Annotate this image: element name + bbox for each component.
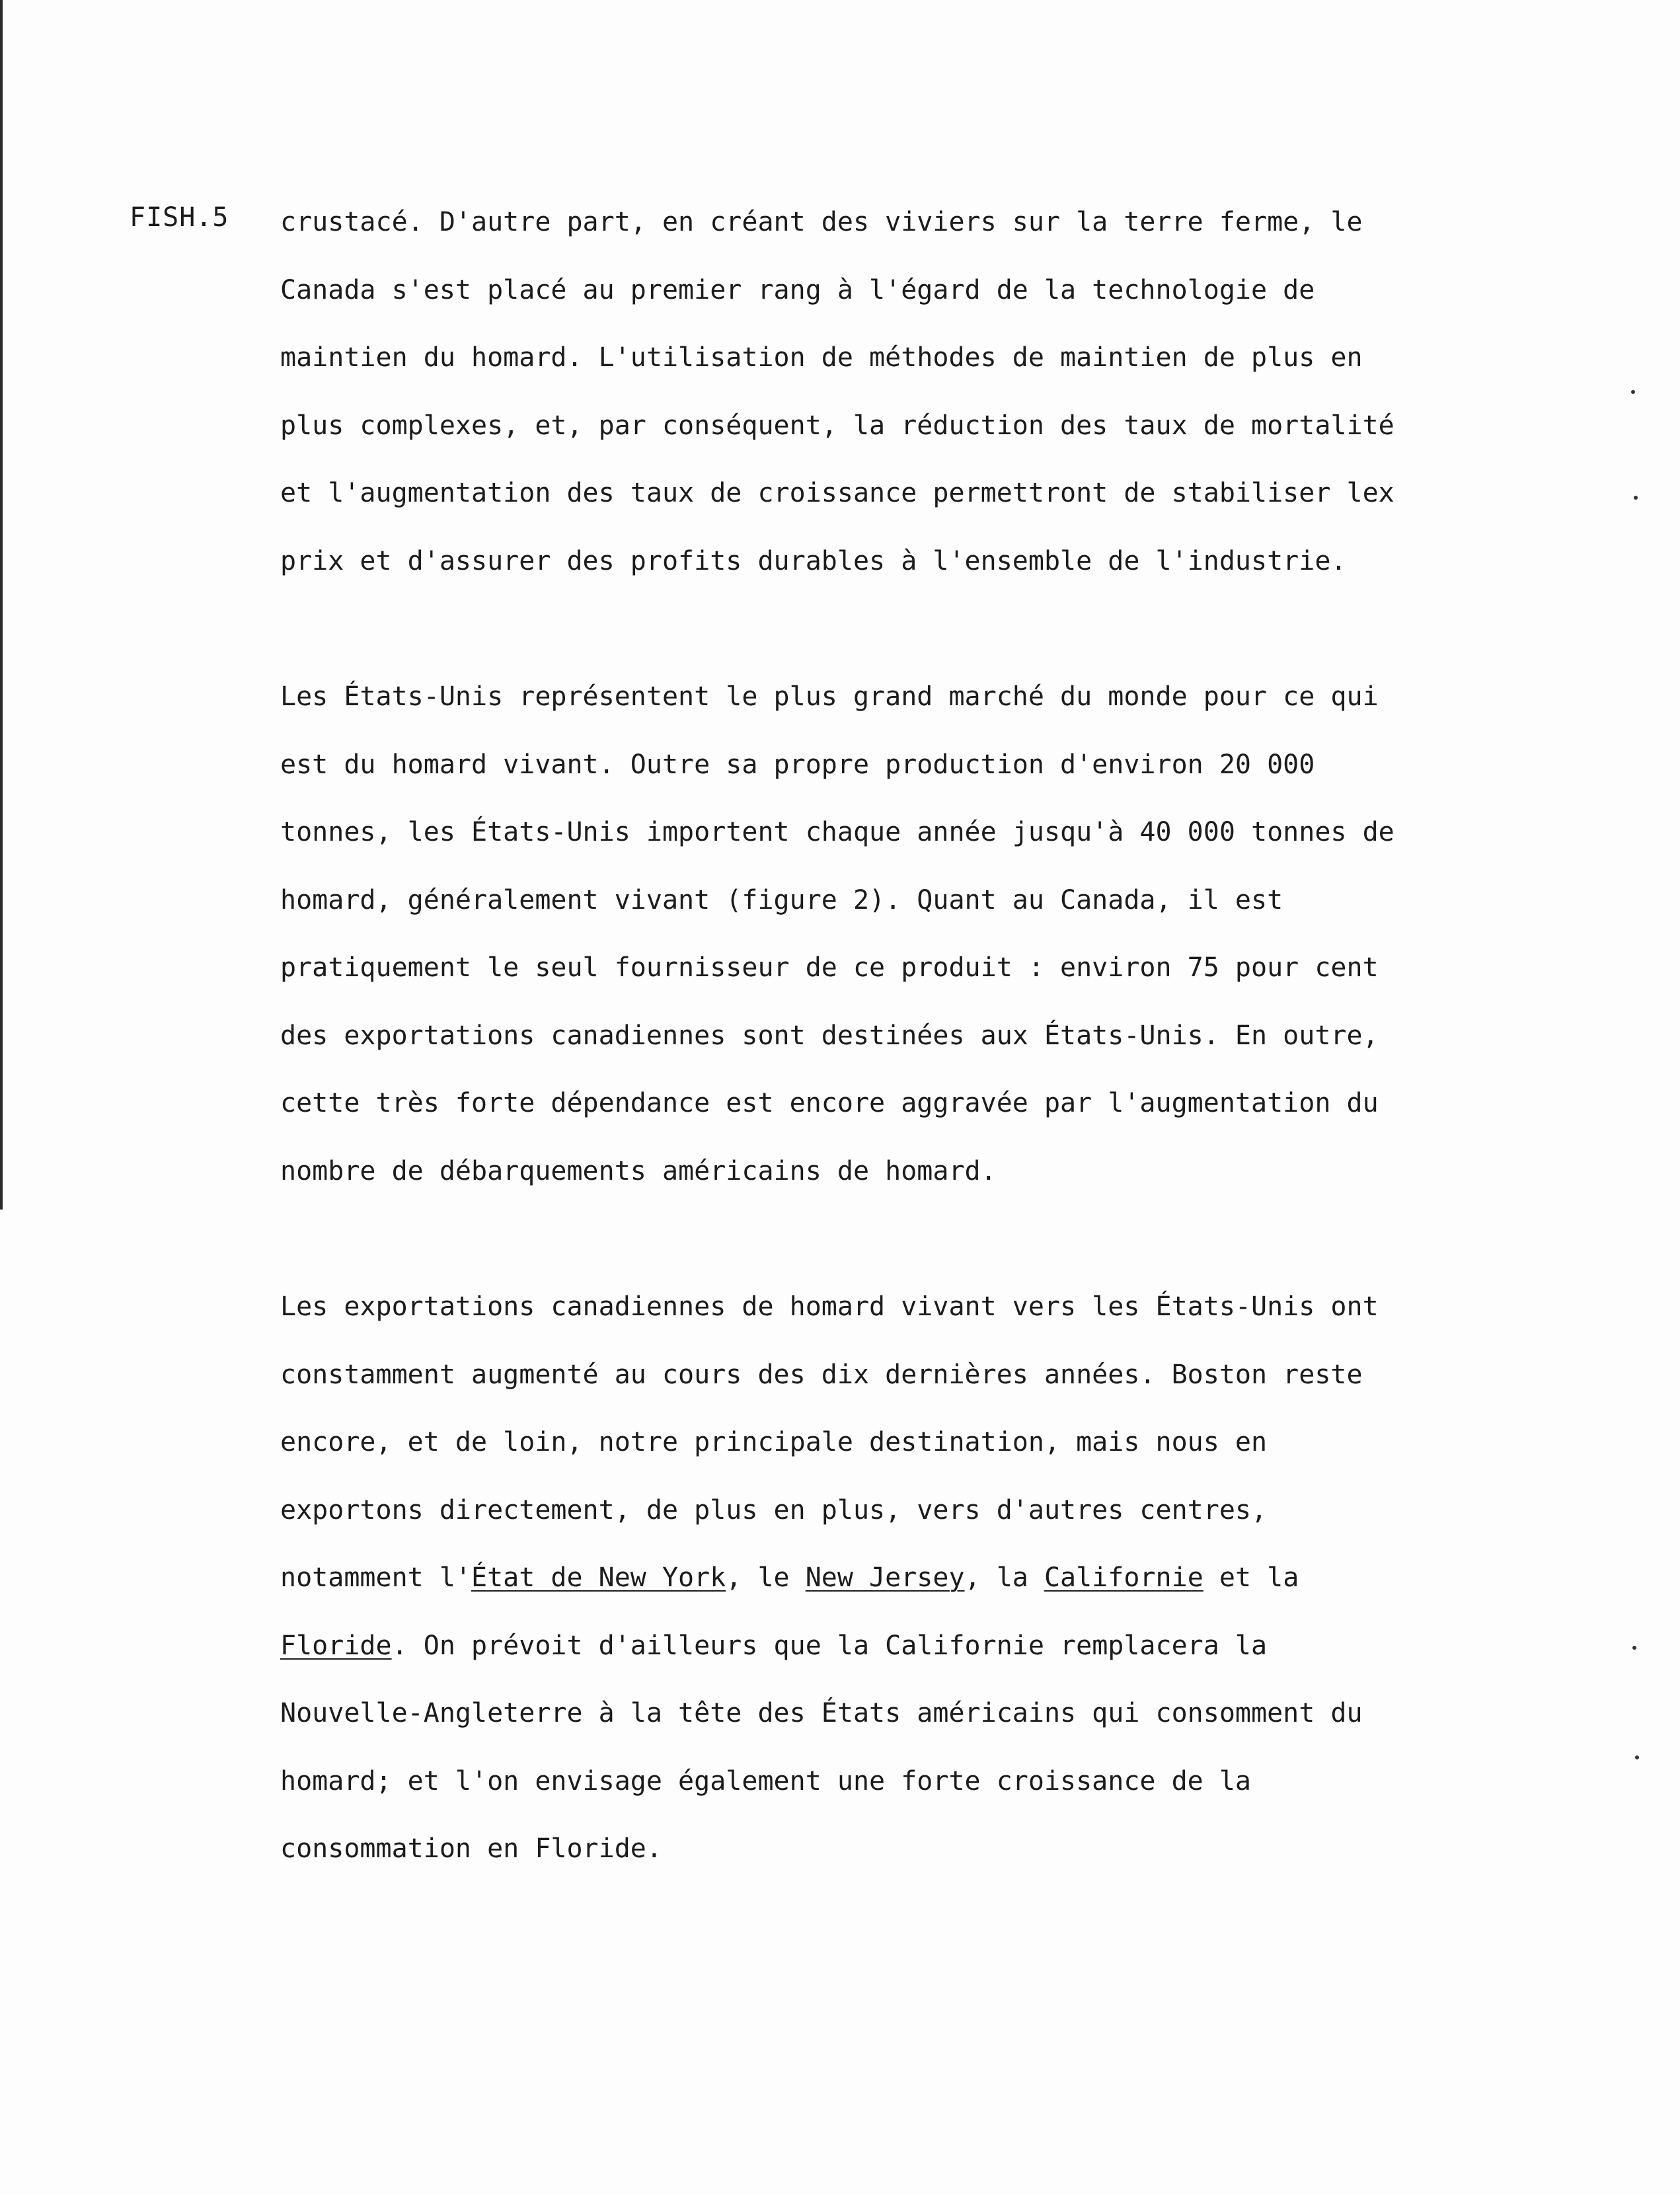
text-line: tonnes, les États-Unis importent chaque année jusqu'à 40 000 tonnes de <box>280 817 1394 847</box>
text-line: maintien du homard. L'utilisation de méthodes de maintien de plus en <box>280 342 1363 373</box>
scan-speck <box>1635 1755 1639 1759</box>
text-line: homard, généralement vivant (figure 2). Quant au Canada, il est <box>280 884 1283 915</box>
text-line: Les exportations canadiennes de homard vivant vers les États-Unis ont <box>280 1291 1379 1322</box>
margin-reference-code: FISH.5 <box>130 202 229 233</box>
underlined-state-new-york: État de New York <box>471 1562 726 1593</box>
text-line: prix et d'assurer des profits durables à l'ensemble de l'industrie. <box>280 545 1347 576</box>
text-line-with-underlines <box>280 1612 1457 1680</box>
scan-speck <box>1632 1646 1636 1650</box>
underlined-state-new-jersey: New Jersey <box>805 1562 965 1593</box>
text-segment: , la <box>964 1562 1044 1593</box>
text-line-with-underlines <box>280 1544 1457 1612</box>
scan-speck <box>1634 496 1638 500</box>
text-line: exportons directement, de plus en plus, vers d'autres centres, <box>280 1494 1268 1525</box>
text-line: crustacé. D'autre part, en créant des viviers sur la terre ferme, le <box>280 207 1363 237</box>
paragraph-3 <box>280 1273 1457 1883</box>
text-line: Les États-Unis représentent le plus grand marché du monde pour ce qui <box>280 681 1379 712</box>
text-line: cette très forte dépendance est encore aggravée par l'augmentation du <box>280 1088 1379 1118</box>
text-line: et l'augmentation des taux de croissance permettront de stabiliser lex <box>280 478 1394 508</box>
paragraph-1 <box>280 188 1457 595</box>
text-line: est du homard vivant. Outre sa propre production d'environ 20 000 <box>280 749 1315 780</box>
scan-edge-line <box>0 0 3 1210</box>
underlined-state-floride: Floride <box>280 1630 392 1661</box>
text-line: encore, et de loin, notre principale destination, mais nous en <box>280 1427 1268 1457</box>
scan-speck <box>1631 390 1635 394</box>
text-line: plus complexes, et, par conséquent, la réduction des taux de mortalité <box>280 410 1394 441</box>
text-line: nombre de débarquements américains de homard. <box>280 1155 997 1186</box>
text-line: consommation en Floride. <box>280 1833 662 1864</box>
paragraph-2 <box>280 663 1457 1205</box>
text-line: Nouvelle-Angleterre à la tête des États américains qui consomment du <box>280 1698 1363 1728</box>
text-segment: notamment l' <box>280 1562 471 1593</box>
text-line: pratiquement le seul fournisseur de ce produit : environ 75 pour cent <box>280 952 1379 983</box>
text-segment: . On prévoit d'ailleurs que la Californie remplacera la <box>391 1630 1268 1661</box>
text-line: constamment augmenté au cours des dix dernières années. Boston reste <box>280 1359 1363 1390</box>
text-line: homard; et l'on envisage également une forte croissance de la <box>280 1765 1252 1796</box>
underlined-state-californie: Californie <box>1044 1562 1203 1593</box>
text-segment: et la <box>1203 1562 1299 1593</box>
text-segment: , le <box>726 1562 806 1593</box>
text-line: des exportations canadiennes sont destinées aux États-Unis. En outre, <box>280 1020 1379 1051</box>
text-line: Canada s'est placé au premier rang à l'égard de la technologie de <box>280 274 1315 305</box>
